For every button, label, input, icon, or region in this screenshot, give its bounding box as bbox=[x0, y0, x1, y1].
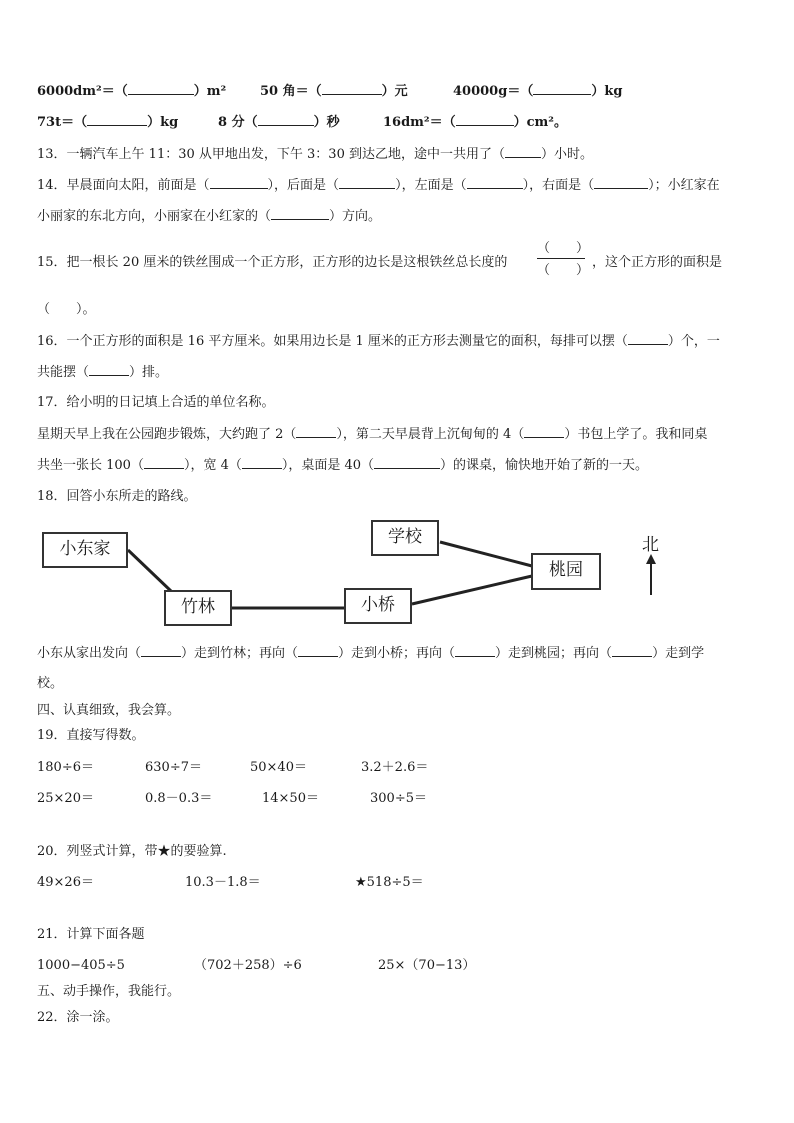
calc-item: （702＋258）÷6 bbox=[194, 958, 302, 973]
q12-row1-b: 50 角＝（ ）元 bbox=[260, 84, 408, 99]
place-home: 小东家 bbox=[42, 532, 128, 568]
calc-item: 50×40＝ bbox=[250, 760, 307, 775]
answer-blank[interactable] bbox=[210, 176, 268, 189]
path-bridge-peach bbox=[412, 576, 532, 604]
answer-blank[interactable] bbox=[271, 207, 329, 220]
answer-blank[interactable] bbox=[505, 145, 541, 158]
answer-blank[interactable] bbox=[128, 82, 194, 95]
q12-row2: 73t＝（ ）kg bbox=[37, 115, 179, 130]
north-arrow-head bbox=[646, 554, 656, 564]
calc-item: 300÷5＝ bbox=[370, 791, 427, 806]
calc-item: 25×20＝ bbox=[37, 791, 94, 806]
question-18-title: 18．回答小东所走的路线。 bbox=[37, 489, 197, 504]
answer-blank[interactable] bbox=[612, 644, 652, 657]
calc-item: ★518÷5＝ bbox=[355, 875, 424, 890]
q12-row1: 6000dm²＝（ ）m² bbox=[37, 84, 227, 99]
answer-blank[interactable] bbox=[339, 176, 395, 189]
calc-item: 1000−405÷5 bbox=[37, 958, 125, 973]
question-16-line1: 16．一个正方形的面积是 16 平方厘米。如果用边长是 1 厘米的正方形去测量它的面积，每排可以摆（ ）个，一 bbox=[37, 334, 720, 349]
calc-item: 25×（70−13） bbox=[378, 958, 476, 973]
q12-row1-c: 40000g＝（ ）kg bbox=[453, 84, 623, 99]
question-15-tail: ，这个正方形的面积是 bbox=[592, 255, 723, 270]
question-18-line1: 小东从家出发向（ ）走到竹林；再向（ ）走到小桥；再向（ ）走到桃园；再向（ ）走到学 bbox=[37, 646, 705, 661]
question-19-title: 19．直接写得数。 bbox=[37, 728, 145, 743]
answer-blank[interactable] bbox=[455, 644, 495, 657]
path-home-bamboo bbox=[128, 550, 172, 592]
calc-item: 180÷6＝ bbox=[37, 760, 94, 775]
question-15: 15．把一根长 20 厘米的铁丝围成一个正方形，正方形的边长是这根铁丝总长度的 bbox=[37, 255, 508, 270]
question-13: 13．一辆汽车上午 11：30 从甲地出发，下午 3：30 到达乙地，途中一共用了（ ）小时。 bbox=[37, 147, 593, 162]
calc-item: 49×26＝ bbox=[37, 875, 94, 890]
place-peach: 桃园 bbox=[531, 553, 601, 590]
answer-blank[interactable] bbox=[456, 113, 514, 126]
north-label: 北 bbox=[642, 535, 659, 555]
section-5-heading: 五、动手操作，我能行。 bbox=[37, 984, 181, 999]
fraction-denominator: （ ） bbox=[537, 263, 590, 278]
fraction-bar bbox=[537, 258, 585, 259]
answer-blank[interactable] bbox=[298, 644, 338, 657]
q12-row2-c: 16dm²＝（ ）cm²。 bbox=[383, 115, 568, 130]
calc-item: 0.8－0.3＝ bbox=[145, 791, 213, 806]
answer-blank[interactable] bbox=[141, 644, 181, 657]
question-16-line2: 共能摆（ ）排。 bbox=[37, 365, 169, 380]
question-20-title: 20．列竖式计算，带★的要验算. bbox=[37, 844, 227, 859]
place-school: 学校 bbox=[371, 520, 439, 556]
answer-blank[interactable] bbox=[594, 176, 648, 189]
place-bridge: 小桥 bbox=[344, 588, 412, 624]
answer-blank[interactable] bbox=[87, 113, 147, 126]
place-bamboo: 竹林 bbox=[164, 590, 232, 626]
path-school-peach bbox=[440, 542, 532, 566]
fraction-answer[interactable] bbox=[537, 240, 589, 280]
calc-item: 630÷7＝ bbox=[145, 760, 202, 775]
answer-blank[interactable] bbox=[524, 425, 564, 438]
question-21-title: 21．计算下面各题 bbox=[37, 927, 145, 942]
question-22-title: 22．涂一涂。 bbox=[37, 1010, 119, 1025]
section-4-heading: 四、认真细致，我会算。 bbox=[37, 703, 181, 718]
fraction-numerator: （ ） bbox=[537, 241, 590, 256]
question-17-line2: 共坐一张长 100（ ），宽 4（ ），桌面是 40（ ）的课桌，愉快地开始了新的一天。 bbox=[37, 458, 649, 473]
answer-blank[interactable] bbox=[467, 176, 523, 189]
q12-row2-b: 8 分（ ）秒 bbox=[218, 115, 340, 130]
answer-blank[interactable] bbox=[258, 113, 314, 126]
answer-blank[interactable] bbox=[242, 456, 282, 469]
question-18-line2: 校。 bbox=[37, 676, 64, 691]
answer-blank[interactable] bbox=[144, 456, 184, 469]
answer-blank[interactable] bbox=[628, 332, 668, 345]
calc-item: 10.3－1.8＝ bbox=[185, 875, 261, 890]
question-17-line1: 星期天早上我在公园跑步锻炼，大约跑了 2（ ），第二天早晨背上沉甸甸的 4（ ）书包上学了。我和同桌 bbox=[37, 427, 708, 442]
question-14-line2: 小丽家的东北方向，小丽家在小红家的（ ）方向。 bbox=[37, 209, 382, 224]
question-17-title: 17．给小明的日记填上合适的单位名称。 bbox=[37, 395, 275, 410]
question-14-line1: 14．早晨面向太阳，前面是（ ），后面是（ ），左面是（ ），右面是（ ）；小红家在 bbox=[37, 178, 720, 193]
route-map bbox=[0, 510, 794, 640]
calc-item: 14×50＝ bbox=[262, 791, 319, 806]
answer-blank[interactable] bbox=[374, 456, 440, 469]
answer-blank[interactable] bbox=[296, 425, 336, 438]
answer-blank[interactable] bbox=[322, 82, 382, 95]
answer-blank[interactable] bbox=[533, 82, 591, 95]
answer-blank[interactable] bbox=[89, 363, 129, 376]
calc-item: 3.2＋2.6＝ bbox=[361, 760, 429, 775]
question-15-line2: （ ）。 bbox=[37, 302, 96, 317]
